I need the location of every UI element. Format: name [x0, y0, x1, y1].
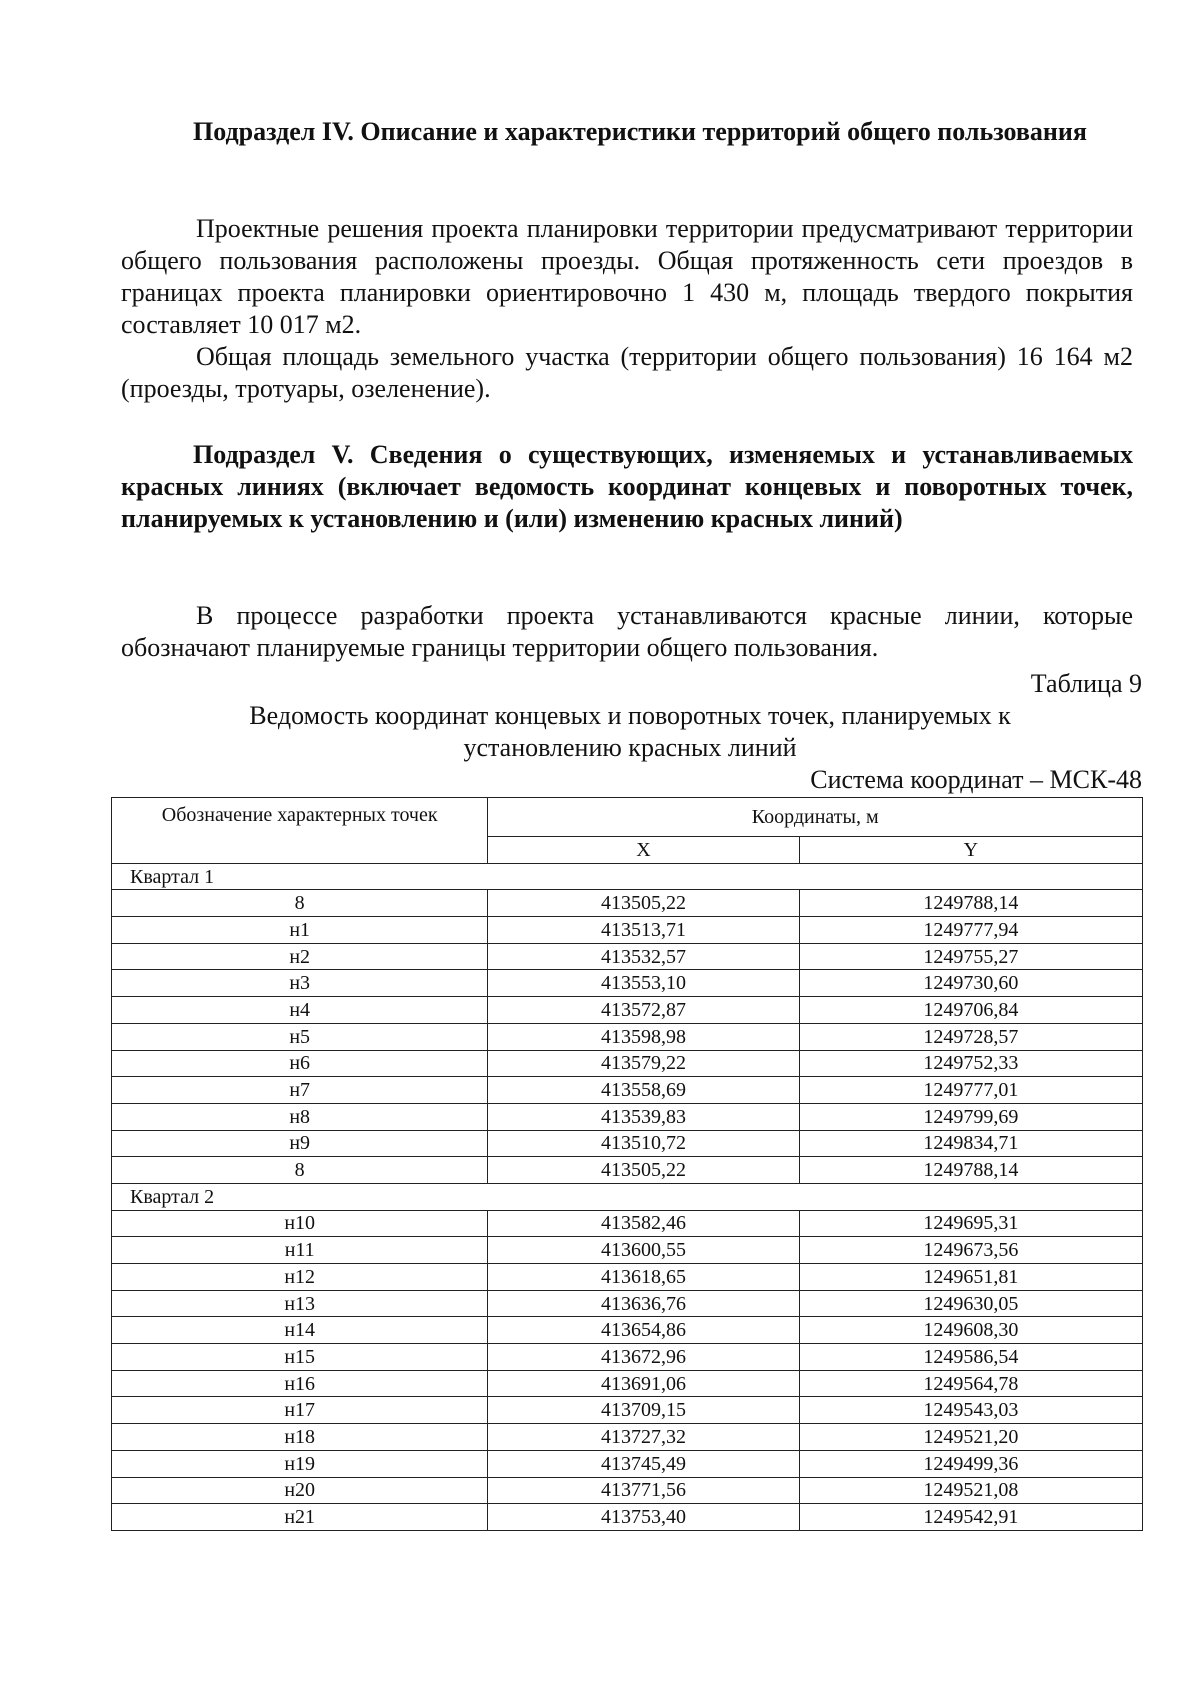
- table-title: Ведомость координат концевых и поворотных точек, планируемых к установлению красных линий: [249, 701, 1011, 762]
- table-row: [112, 890, 1143, 917]
- y-cell: 1249586,54: [799, 1344, 1142, 1371]
- y-cell: 1249777,01: [799, 1077, 1142, 1104]
- x-cell: 413618,65: [488, 1264, 799, 1291]
- table-row: [112, 1237, 1143, 1264]
- point-cell: н11: [112, 1237, 488, 1264]
- table-row: [112, 1210, 1143, 1237]
- x-cell: 413654,86: [488, 1317, 799, 1344]
- x-cell: 413636,76: [488, 1290, 799, 1317]
- table-body: [112, 863, 1143, 1530]
- table-row: [112, 1290, 1143, 1317]
- table-row: [112, 943, 1143, 970]
- x-cell: 413709,15: [488, 1397, 799, 1424]
- x-cell: 413539,83: [488, 1103, 799, 1130]
- point-cell: н13: [112, 1290, 488, 1317]
- point-cell: н16: [112, 1370, 488, 1397]
- table-row: [112, 1103, 1143, 1130]
- header-points: Обозначение характерных точек: [112, 798, 488, 864]
- point-cell: н15: [112, 1344, 488, 1371]
- x-cell: 413553,10: [488, 970, 799, 997]
- y-cell: 1249543,03: [799, 1397, 1142, 1424]
- x-cell: 413745,49: [488, 1450, 799, 1477]
- x-cell: 413579,22: [488, 1050, 799, 1077]
- section-4-paragraph-2: Общая площадь земельного участка (территории общего пользования) 16 164 м2 (проезды, тротуары, озеленение).: [121, 342, 1133, 403]
- table-row: [112, 1130, 1143, 1157]
- table-row: [112, 1317, 1143, 1344]
- table-row: [112, 1077, 1143, 1104]
- table-row: [112, 1344, 1143, 1371]
- x-cell: 413691,06: [488, 1370, 799, 1397]
- y-cell: 1249695,31: [799, 1210, 1142, 1237]
- y-cell: 1249521,20: [799, 1424, 1142, 1451]
- x-cell: 413771,56: [488, 1477, 799, 1504]
- header-y: Y: [799, 837, 1142, 864]
- table-row: [112, 1424, 1143, 1451]
- y-cell: 1249834,71: [799, 1130, 1142, 1157]
- table-row: [112, 1397, 1143, 1424]
- y-cell: 1249728,57: [799, 1023, 1142, 1050]
- table-row: [112, 997, 1143, 1024]
- coordinate-system: Система координат – МСК-48: [810, 765, 1142, 794]
- y-cell: 1249799,69: [799, 1103, 1142, 1130]
- table-row: [112, 1477, 1143, 1504]
- point-cell: н1: [112, 917, 488, 944]
- x-cell: 413510,72: [488, 1130, 799, 1157]
- x-cell: 413572,87: [488, 997, 799, 1024]
- y-cell: 1249608,30: [799, 1317, 1142, 1344]
- y-cell: 1249542,91: [799, 1504, 1142, 1531]
- point-cell: н14: [112, 1317, 488, 1344]
- x-cell: 413753,40: [488, 1504, 799, 1531]
- section-4-paragraph-1: Проектные решения проекта планировки территории предусматривают территории общего пользования расположены проезды. Общая протяженность сети проездов в границах проекта планировки ориентировочно 1 430 м, площадь твердого покрытия составляет 10 017 м2.: [121, 214, 1133, 339]
- table-row: [112, 1157, 1143, 1184]
- point-cell: н10: [112, 1210, 488, 1237]
- table-row: [112, 1050, 1143, 1077]
- x-cell: 413598,98: [488, 1023, 799, 1050]
- y-cell: 1249788,14: [799, 1157, 1142, 1184]
- point-cell: н17: [112, 1397, 488, 1424]
- section-5-body: [121, 600, 1133, 664]
- point-cell: н5: [112, 1023, 488, 1050]
- x-cell: 413505,22: [488, 890, 799, 917]
- y-cell: 1249651,81: [799, 1264, 1142, 1291]
- section-5-paragraph: В процессе разработки проекта устанавливаются красные линии, которые обозначают планируемые границы территории общего пользования.: [121, 601, 1133, 662]
- group-row: [112, 1183, 1143, 1210]
- point-cell: н8: [112, 1103, 488, 1130]
- table-row: [112, 1023, 1143, 1050]
- point-cell: 8: [112, 1157, 488, 1184]
- x-cell: 413727,32: [488, 1424, 799, 1451]
- point-cell: н3: [112, 970, 488, 997]
- header-coordinates: Координаты, м: [488, 798, 1143, 837]
- group-label: Квартал 1: [112, 863, 1143, 890]
- x-cell: 413672,96: [488, 1344, 799, 1371]
- table-row: [112, 1264, 1143, 1291]
- table-row: [112, 970, 1143, 997]
- point-cell: н12: [112, 1264, 488, 1291]
- y-cell: 1249706,84: [799, 997, 1142, 1024]
- point-cell: н6: [112, 1050, 488, 1077]
- table-row: [112, 917, 1143, 944]
- point-cell: н20: [112, 1477, 488, 1504]
- y-cell: 1249755,27: [799, 943, 1142, 970]
- section-4-body: [121, 213, 1133, 405]
- point-cell: н2: [112, 943, 488, 970]
- table-row: [112, 1504, 1143, 1531]
- x-cell: 413532,57: [488, 943, 799, 970]
- y-cell: 1249752,33: [799, 1050, 1142, 1077]
- table-number: Таблица 9: [1030, 669, 1142, 698]
- y-cell: 1249777,94: [799, 917, 1142, 944]
- section-4-heading: [121, 116, 1133, 148]
- point-cell: н21: [112, 1504, 488, 1531]
- coordinates-table: [111, 797, 1143, 1531]
- point-cell: н7: [112, 1077, 488, 1104]
- group-row: [112, 863, 1143, 890]
- point-cell: 8: [112, 890, 488, 917]
- x-cell: 413582,46: [488, 1210, 799, 1237]
- x-cell: 413505,22: [488, 1157, 799, 1184]
- section-5-heading: [121, 439, 1133, 535]
- group-label: Квартал 2: [112, 1183, 1143, 1210]
- point-cell: н19: [112, 1450, 488, 1477]
- table-row: [112, 1450, 1143, 1477]
- x-cell: 413600,55: [488, 1237, 799, 1264]
- y-cell: 1249673,56: [799, 1237, 1142, 1264]
- y-cell: 1249564,78: [799, 1370, 1142, 1397]
- x-cell: 413558,69: [488, 1077, 799, 1104]
- section-4-heading-text: Подраздел IV. Описание и характеристики территорий общего пользования: [193, 117, 1087, 146]
- y-cell: 1249788,14: [799, 890, 1142, 917]
- section-5-heading-text: Подраздел V. Сведения о существующих, изменяемых и устанавливаемых красных линиях (включает ведомость координат концевых и поворотных точек, планируемых к установлению и (или) изменению красных линий): [121, 440, 1133, 533]
- table-row: [112, 1370, 1143, 1397]
- point-cell: н9: [112, 1130, 488, 1157]
- point-cell: н18: [112, 1424, 488, 1451]
- header-x: X: [488, 837, 799, 864]
- y-cell: 1249499,36: [799, 1450, 1142, 1477]
- y-cell: 1249730,60: [799, 970, 1142, 997]
- y-cell: 1249521,08: [799, 1477, 1142, 1504]
- y-cell: 1249630,05: [799, 1290, 1142, 1317]
- x-cell: 413513,71: [488, 917, 799, 944]
- point-cell: н4: [112, 997, 488, 1024]
